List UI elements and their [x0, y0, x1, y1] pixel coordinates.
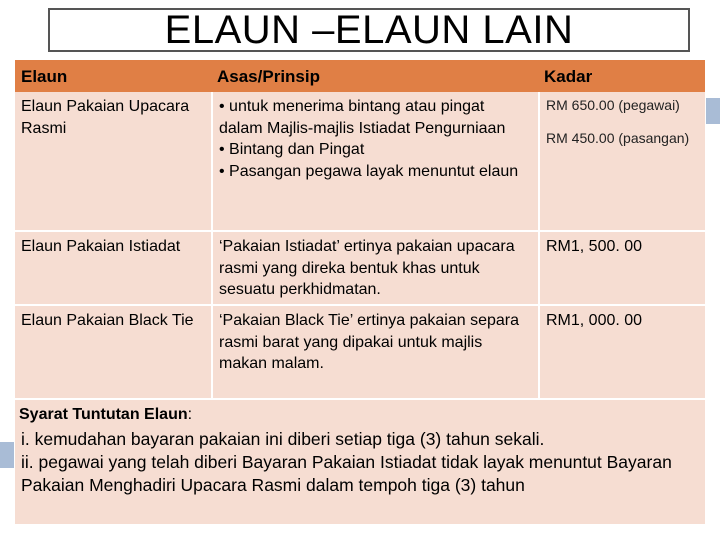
cell-elaun: Elaun Pakaian Upacara Rasmi	[21, 98, 190, 137]
cell-asas: ‘Pakaian Black Tie’ ertinya pakaian separa rasmi barat yang dipakai untuk majlis makan malam.	[211, 306, 538, 398]
table-row	[15, 232, 705, 306]
table-body	[15, 92, 705, 430]
cell-kadar: RM1, 500. 00	[538, 232, 705, 305]
title-box	[48, 8, 690, 52]
cell-kadar	[538, 92, 705, 230]
rate-pegawai: RM 650.00 (pegawai)	[546, 97, 680, 113]
condition-item: i. kemudahan bayaran pakaian ini diberi setiap tiga (3) tahun sekali.	[21, 429, 545, 449]
header-asas: Asas/Prinsip	[217, 67, 320, 86]
conditions-box	[15, 424, 705, 524]
table-header	[15, 60, 705, 92]
page-title: ELAUN –ELAUN LAIN	[164, 7, 574, 52]
cell-kadar: RM1, 000. 00	[538, 306, 705, 398]
cell-elaun: Elaun Pakaian Black Tie	[21, 312, 194, 329]
bullet-item: • Bintang dan Pingat	[219, 141, 365, 158]
decorative-tab	[706, 98, 720, 124]
table-row	[15, 92, 705, 232]
conditions-label: Syarat Tuntutan Elaun	[19, 406, 188, 423]
bullet-item: • untuk menerima bintang atau pingat dalam Majlis-majlis Istiadat Pengurniaan	[219, 98, 506, 137]
table-row	[15, 306, 705, 400]
conditions-colon: :	[187, 406, 193, 423]
bullet-item: • Pasangan pegawa layak menuntut elaun	[219, 162, 519, 180]
header-kadar: Kadar	[544, 67, 593, 86]
decorative-tab-left	[0, 442, 14, 468]
cell-asas	[211, 92, 538, 230]
rate-pasangan: RM 450.00 (pasangan)	[546, 130, 690, 146]
cell-asas: ‘Pakaian Istiadat’ ertinya pakaian upacara rasmi yang direka bentuk khas untuk sesuatu perkhidmatan.	[211, 232, 538, 305]
cell-elaun: Elaun Pakaian Istiadat	[21, 238, 181, 255]
header-elaun: Elaun	[21, 67, 68, 86]
condition-item: ii. pegawai yang telah diberi Bayaran Pakaian Istiadat tidak layak menuntut Bayaran Pakaian Menghadiri Upacara Rasmi dalam tempoh tiga (3) tahun	[21, 452, 672, 495]
allowance-table	[15, 60, 705, 430]
